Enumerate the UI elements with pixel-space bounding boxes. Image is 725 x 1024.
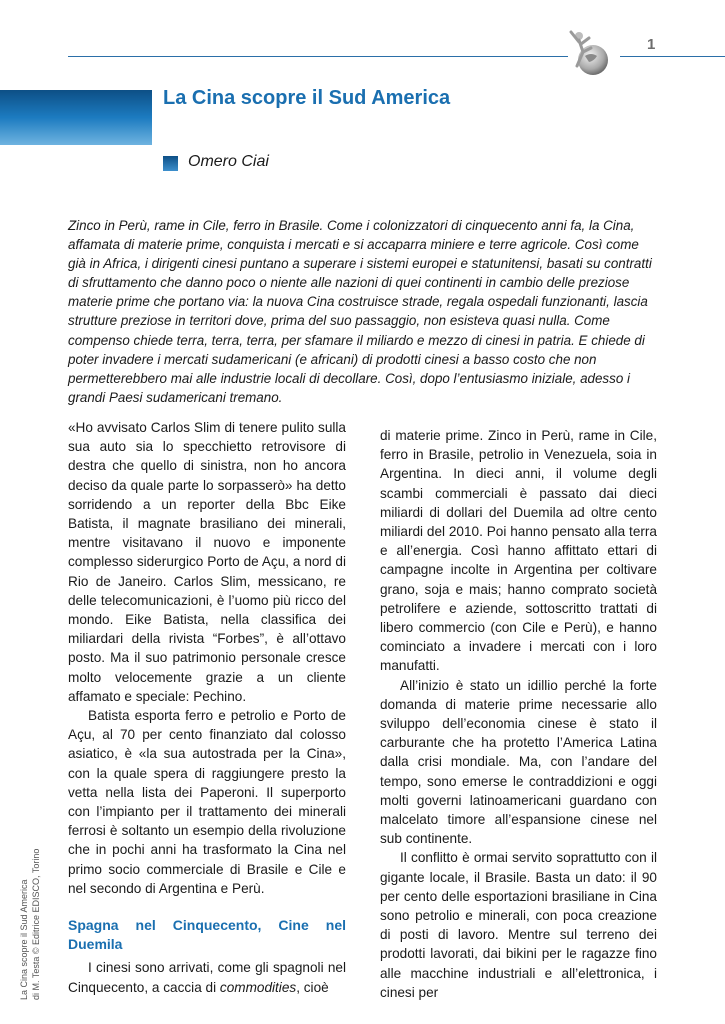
- globe-figure-icon: [565, 26, 615, 78]
- paragraph: «Ho avvisato Carlos Slim di tenere pulito sulla sua auto sia lo specchietto retrovisore di destra che quello di sinistra, non ho ancora deciso da quale parte lo sorpasserò» ha detto sorridendo a un reporter della Bbc Eike Batista, il magnate brasiliano dei minerali, mentre visitavano il nuovo e imponente complesso siderurgico Porto de Açu, a nord di Rio de Janeiro. Carlos Slim, messicano, re delle telecomunicazioni, è l’uomo più ricco del mondo. Eike Batista, nella classifica dei miliardari della rivista “Forbes”, è all’ottavo posto. Ma il suo patrimonio personale cresce molto velocemente grazie a un cliente affamato e speciale: Pechino.: [68, 420, 346, 704]
- paragraph-text: I cinesi sono arrivati, come gli spagnoli nel Cinquecento, a caccia di: [68, 960, 346, 995]
- author-name: Omero Ciai: [188, 153, 269, 170]
- emphasis-term: commodities: [219, 979, 297, 995]
- title-accent-bar: [0, 90, 152, 145]
- paragraph: Il conflitto è ormai servito soprattutto con il gigante locale, il Brasile. Basta un dato: il 90 per cento delle esportazioni brasiliane in Cina sono petrolio e minerali, con poca creazione di posti di lavoro. Mentre sul terreno dei prodotti lavorati, dai bikini per le ragazze fino alle macchine industriali e all’elettronica, i cinesi per: [380, 850, 657, 1000]
- paragraph: [68, 958, 346, 996]
- page-number: 1: [647, 36, 656, 53]
- paragraph-text: , cioè: [296, 979, 329, 995]
- paragraph: Batista esporta ferro e petrolio e Porto de Açu, al 70 per cento finanziato dal colosso asiatico, è «la sua autostrada per la Cina», con la quale spera di raggiungere presto la vetta nella lista dei Paperoni. Il superporto con l’impianto per il trattamento dei minerali ferrosi è soltanto un esempio della rivoluzione che in pochi anni ha trasformato la Cina nel primo socio commerciale di Brasile e Cile e nel secondo di Argentina e Perù.: [68, 708, 346, 896]
- header-rule: [68, 56, 568, 57]
- right-column: [380, 426, 657, 1002]
- side-credit: [18, 850, 42, 1000]
- article-title: La Cina scopre il Sud America: [163, 87, 451, 109]
- credit-publisher: di M. Testa © Editrice EDISCO, Torino: [31, 848, 41, 1000]
- left-column: [68, 418, 346, 997]
- article-abstract: Zinco in Perù, rame in Cile, ferro in Brasile. Come i colonizzatori di cinquecento anni fa, la Cina, affamata di materie prime, conquista i mercati e si accaparra miniere e terre agricole. Così come già in Africa, i dirigenti cinesi puntano a superare i sistemi europei e statunitensi, basati su contratti di sfruttamento che danno poco o niente alle nazioni di quei continenti in cambio delle preziose materie prime che portano via: la nuova Cina costruisce strade, regala ospedali funzionanti, lascia strutture preziose in territori dove, prima del suo passaggio, non esisteva quasi nulla. Come compenso chiede terra, terra, terra, per sfamare il miliardo e mezzo di cinesi in patria. E chiede di poter invadere i mercati sudamericani (e africani) di prodotti cinesi a basso costo che non permetterebbero mai alle industrie locali di decollare. Così, dopo l’entusiasmo iniziale, adesso i grandi Paesi sudamericani tremano.: [68, 218, 652, 405]
- credit-title: La Cina scopre il Sud America: [19, 879, 29, 1000]
- author-bullet: [163, 156, 178, 171]
- section-heading: Spagna nel Cinquecento, Cine nel Duemila: [68, 917, 346, 953]
- paragraph: All’inizio è stato un idillio perché la forte domanda di materie prime necessarie allo sviluppo dell’economia cinese è stato il carburante che ha protetto l’America Latina dalla crisi mondiale. Ma, con l’andare del tempo, sono emerse le contraddizioni e oggi molti governi latinoamericani guardano con malcelato timore all’espansione cinese nel sub continente.: [380, 677, 657, 847]
- paragraph: di materie prime. Zinco in Perù, rame in Cile, ferro in Brasile, petrolio in Venezuela, soia in Argentina. In dieci anni, il volume degli scambi commerciali è passato dai dieci miliardi di dollari del Duemila ad oltre cento miliardi del 2010. Poi hanno pensato alla terra e all’energia. Così hanno affittato ettari di campagne incolte in Argentina per coltivare grano, soja e mais; hanno comprato società petrolifere e aziende, sottoscritto trattati di libero commercio (con Cile e Perù), e hanno cominciato a invadere i mercati con i loro manufatti.: [380, 428, 657, 674]
- header-rule-right: [620, 56, 725, 57]
